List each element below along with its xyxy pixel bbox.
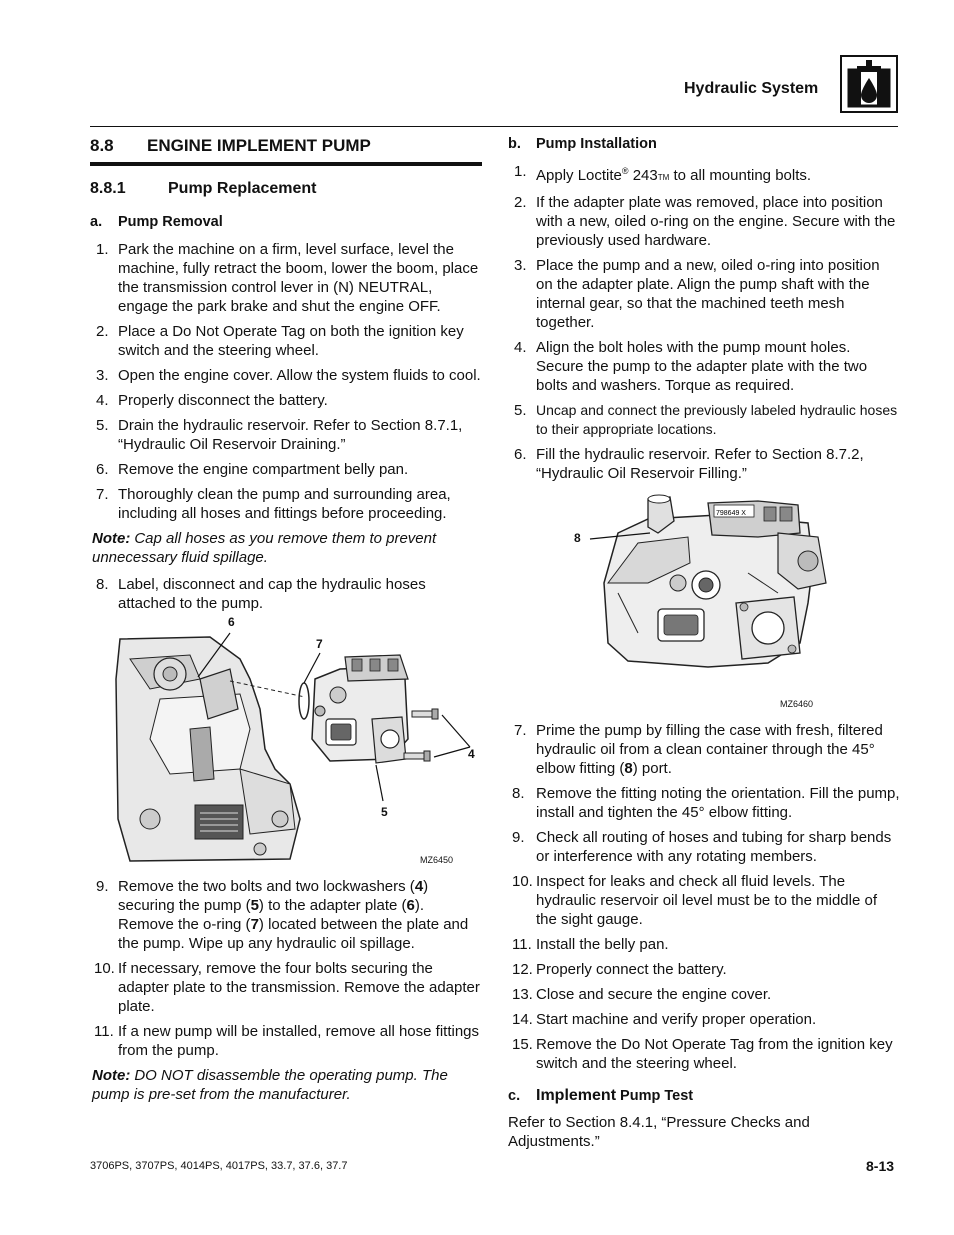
list-item: 1. Apply Loctite® 243TM to all mounting bolts. <box>514 163 812 184</box>
list-item: 4. Properly disconnect the battery. <box>96 392 328 409</box>
list-item: 2. If the adapter plate was removed, place into position with a new, oiled o-ring on the engine. Secure with the previously used hardware. <box>514 194 896 249</box>
footer-models: 3706PS, 3707PS, 4014PS, 4017PS, 33.7, 37.6, 37.7 <box>90 1160 348 1172</box>
installation-steps-continued <box>508 784 900 1073</box>
section-heading <box>90 136 482 162</box>
pump-removal-illustration <box>90 619 482 871</box>
installation-heading: b. Pump Installation <box>508 136 657 152</box>
callout-5: 5 <box>381 805 388 819</box>
list-item: 1. Park the machine on a firm, level surface, level the machine, fully retract the boom, lower the boom, place the transmission control lever in (N) NEUTRAL, engage the park brake and shut the engine OFF. <box>96 241 479 315</box>
list-item: 7. Prime the pump by filling the case with fresh, filtered hydraulic oil from a clean container through the 45° elbow fitting (8) port. <box>514 722 883 777</box>
removal-step-9 <box>90 877 482 953</box>
figure-id: MZ6460 <box>780 699 814 709</box>
pump-plate-text: 798649 X <box>716 510 746 517</box>
section-title: ENGINE IMPLEMENT PUMP <box>147 136 371 155</box>
list-item: 15. Remove the Do Not Operate Tag from the ignition key switch and the steering wheel. <box>512 1036 893 1072</box>
callout-7: 7 <box>316 637 323 651</box>
list-item: 10. If necessary, remove the four bolts securing the adapter plate to the transmission. Remove the adapter plate. <box>94 960 480 1015</box>
left-column <box>90 134 482 1112</box>
list-item: 8. Remove the fitting noting the orientation. Fill the pump, install and tighten the 45° elbow fitting. <box>512 785 900 821</box>
list-item: 12. Properly connect the battery. <box>512 961 727 978</box>
note-do-not-disassemble: Note: DO NOT disassemble the operating pump. The pump is pre-set from the manufacturer. <box>92 1067 448 1103</box>
figure-id: MZ6450 <box>420 855 454 865</box>
pump-installation-illustration <box>508 493 900 713</box>
list-item: 2. Place a Do Not Operate Tag on both the ignition key switch and the steering wheel. <box>96 323 464 359</box>
pump-test-heading: c. Implement Pump Test <box>508 1087 694 1104</box>
list-item: 6. Fill the hydraulic reservoir. Refer to Section 8.7.2, “Hydraulic Oil Reservoir Filling.” <box>514 446 864 482</box>
callout-4: 4 <box>468 747 475 761</box>
list-item: 5. Uncap and connect the previously labeled hydraulic hoses to their appropriate locations. <box>514 402 898 437</box>
callout-8: 8 <box>574 531 581 545</box>
subsection-heading <box>90 180 482 198</box>
list-item: 6. Remove the engine compartment belly pan. <box>96 461 409 478</box>
installation-step-7 <box>508 721 900 778</box>
right-column <box>508 134 900 1151</box>
list-item: 8. Label, disconnect and cap the hydraulic hoses attached to the pump. <box>96 576 426 612</box>
list-item: 4. Align the bolt holes with the pump mount holes. Secure the pump to the adapter plate with the two bolts and washers. Torque as required. <box>514 339 868 394</box>
list-item: 11. If a new pump will be installed, remove all hose fittings from the pump. <box>94 1023 480 1059</box>
section-number: 8.8 <box>90 136 114 155</box>
chapter-title: Hydraulic System <box>684 80 819 97</box>
figure-pump-removal <box>90 615 482 871</box>
figure-pump-installation <box>508 493 900 713</box>
installation-steps <box>508 193 900 483</box>
list-item: 9. Check all routing of hoses and tubing for sharp bends or interference with any rotating members. <box>512 829 892 865</box>
page-number: 8-13 <box>866 1158 895 1174</box>
removal-steps-continued <box>90 959 482 1060</box>
removal-steps <box>90 240 482 523</box>
hydraulic-oil-drop-icon <box>840 55 898 113</box>
section-rule <box>90 162 482 166</box>
list-item: 10. Inspect for leaks and check all fluid levels. The hydraulic reservoir oil level must be to the middle of the sight gauge. <box>512 873 877 928</box>
note-cap-hoses: Note: Cap all hoses as you remove them to prevent unnecessary fluid spillage. <box>92 530 437 566</box>
subsection-number: 8.8.1 <box>90 180 126 197</box>
list-item: 5. Drain the hydraulic reservoir. Refer to Section 8.7.1, “Hydraulic Oil Reservoir Draining.” <box>96 417 463 453</box>
removal-step-8 <box>90 575 482 613</box>
installation-step-1 <box>508 162 900 187</box>
list-item: 7. Thoroughly clean the pump and surrounding area, including all hoses and fittings before proceeding. <box>96 486 451 522</box>
list-item: 11. Install the belly pan. <box>512 936 669 953</box>
list-item: 14. Start machine and verify proper operation. <box>512 1011 817 1028</box>
list-item: 13. Close and secure the engine cover. <box>512 986 772 1003</box>
header-rule <box>90 126 898 127</box>
pump-test-text: Refer to Section 8.4.1, “Pressure Checks and Adjustments.” <box>508 1114 810 1150</box>
callout-6: 6 <box>228 615 235 629</box>
list-item: 3. Place the pump and a new, oiled o-ring into position on the adapter plate. Align the pump shaft with the internal gear, so that the machined teeth mesh together. <box>514 257 880 331</box>
removal-heading: a. Pump Removal <box>90 214 223 230</box>
list-item: 9. Remove the two bolts and two lockwashers (4) securing the pump (5) to the adapter plate (6). Remove the o-ring (7) located between the plate and the pump. Wipe up any hydraulic oil spillage. <box>96 878 469 952</box>
list-item: 3. Open the engine cover. Allow the system fluids to cool. <box>96 367 481 384</box>
subsection-title: Pump Replacement <box>168 180 317 197</box>
